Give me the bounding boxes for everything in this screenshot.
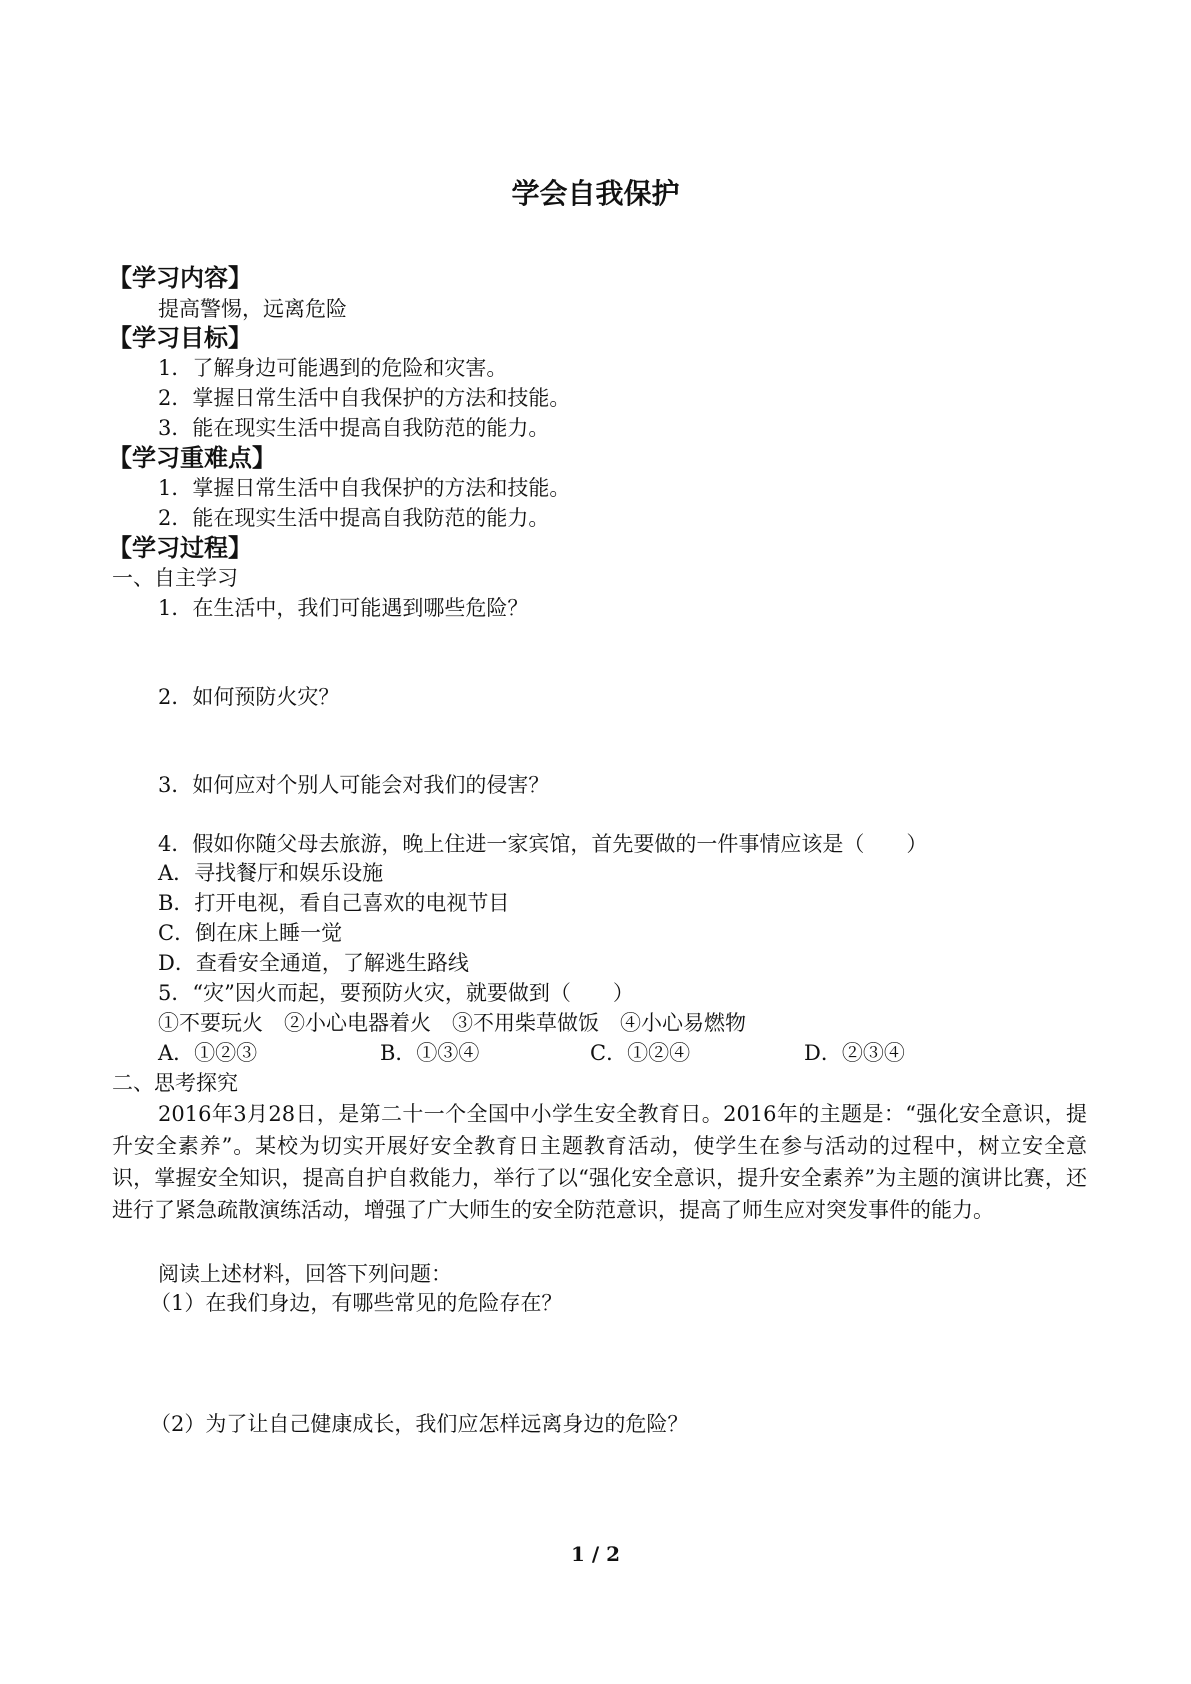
question-5: 5．“灾”因火而起，要预防火灾，就要做到（ ）	[158, 981, 634, 1005]
question-2: 2．如何预防火灾？	[158, 685, 340, 709]
content-heading: 【学习内容】	[108, 264, 252, 292]
q5-option-c: C．①②④	[590, 1041, 691, 1065]
q4-option-b: B．打开电视，看自己喜欢的电视节目	[158, 891, 510, 915]
process-heading: 【学习过程】	[108, 534, 252, 562]
goal-item: 3．能在现实生活中提高自我防范的能力。	[158, 416, 550, 440]
q5-options	[158, 1038, 1018, 1068]
question-1: 1．在生活中，我们可能遇到哪些危险？	[158, 596, 529, 620]
q5-option-a: A．①②③	[158, 1041, 258, 1065]
goals-heading: 【学习目标】	[108, 324, 252, 352]
sub-question-2: （2）为了让自己健康成长，我们应怎样远离身边的危险？	[150, 1412, 689, 1436]
key-heading: 【学习重难点】	[108, 444, 276, 472]
page-title: 学会自我保护	[511, 177, 680, 210]
q5-option-d: D．②③④	[804, 1041, 905, 1065]
q4-option-c: C．倒在床上睡一觉	[158, 921, 343, 945]
part1-heading: 一、自主学习	[112, 566, 238, 590]
material-paragraph: 2016年3月28日，是第二十一个全国中小学生安全教育日。2016年的主题是：“强化安全意识，提升安全素养”。某校为切实开展好安全教育日主题教育活动，使学生在参与活动的过程中，树立安全意识，掌握安全知识，提高自护自救能力，举行了以“强化安全意识，提升安全素养”为主题的演讲比赛，还进行了紧急疏散演练活动，增强了广大师生的安全防范意识，提高了师生应对突发事件的能力。	[112, 1102, 1087, 1222]
key-item: 2．能在现实生活中提高自我防范的能力。	[158, 506, 550, 530]
goal-item: 2．掌握日常生活中自我保护的方法和技能。	[158, 386, 571, 410]
part2-heading: 二、思考探究	[112, 1071, 238, 1095]
question-4: 4．假如你随父母去旅游，晚上住进一家宾馆，首先要做的一件事情应该是（ ）	[158, 832, 928, 856]
q5-items: ①不要玩火 ②小心电器着火 ③不用柴草做饭 ④小心易燃物	[158, 1011, 746, 1035]
key-item: 1．掌握日常生活中自我保护的方法和技能。	[158, 476, 571, 500]
sub-question-1: （1）在我们身边，有哪些常见的危险存在？	[150, 1291, 563, 1315]
page-number: 1 / 2	[570, 1542, 621, 1566]
content-text: 提高警惕，远离危险	[158, 297, 347, 321]
q4-option-d: D．查看安全通道，了解逃生路线	[158, 951, 469, 975]
instruction: 阅读上述材料，回答下列问题：	[158, 1262, 452, 1286]
q5-option-b: B．①③④	[380, 1041, 480, 1065]
q4-option-a: A．寻找餐厅和娱乐设施	[158, 861, 384, 885]
goal-item: 1．了解身边可能遇到的危险和灾害。	[158, 356, 508, 380]
question-3: 3．如何应对个别人可能会对我们的侵害？	[158, 773, 550, 797]
